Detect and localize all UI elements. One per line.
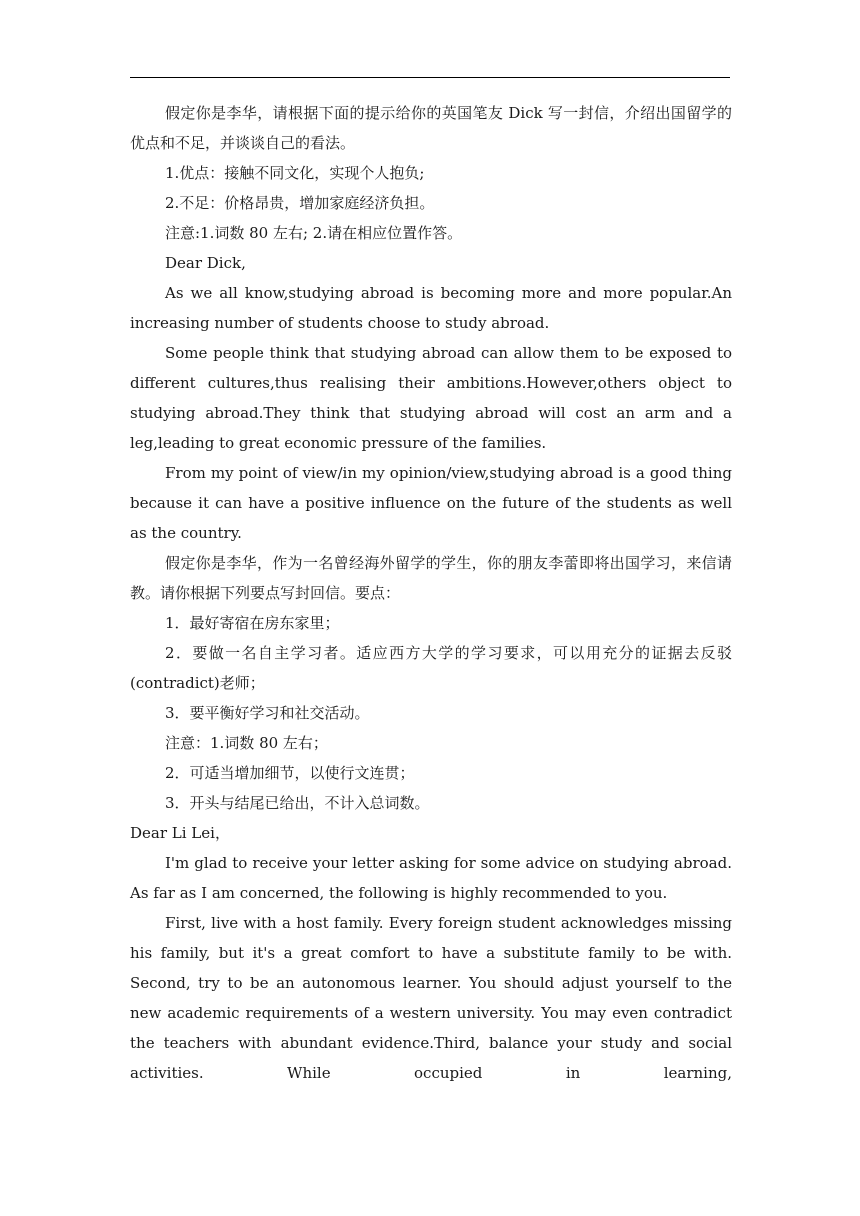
document-body bbox=[130, 98, 732, 1088]
task1-greeting: Dear Dick, bbox=[165, 254, 246, 272]
task2-paragraph-2: First, live with a host family. Every foreign student acknowledges missing his family, but it's a great comfort to have a substitute family to be with. Second, try to be an autonomous learner. You should adjust yourself to the new academic requirements of a western university. You may even contradict the teachers with abundant evidence.Third, balance your study and social activities. While occupied in learning, bbox=[130, 914, 732, 1082]
task2-note-1: 注意：1.词数 80 左右； bbox=[165, 734, 328, 752]
task1-point-2: 2.不足：价格昂贵，增加家庭经济负担。 bbox=[165, 194, 435, 212]
task2-greeting: Dear Li Lei， bbox=[130, 824, 230, 842]
task1-point-1: 1.优点：接触不同文化，实现个人抱负; bbox=[165, 164, 425, 182]
task1-prompt: 假定你是李华，请根据下面的提示给你的英国笔友 Dick 写一封信，介绍出国留学的优点和不足，并谈谈自己的看法。 bbox=[130, 104, 732, 152]
task2-note-2: 2．可适当增加细节，以使行文连贯； bbox=[165, 764, 415, 782]
task1-paragraph-3: From my point of view/in my opinion/view,studying abroad is a good thing because it can have a positive influence on the future of the students as well as the country. bbox=[130, 464, 732, 542]
task2-prompt: 假定你是李华，作为一名曾经海外留学的学生，你的朋友李蕾即将出国学习，来信请教。请你根据下列要点写封回信。要点： bbox=[130, 554, 732, 602]
task2-paragraph-1: I'm glad to receive your letter asking for some advice on studying abroad. As far as I am concerned, the following is highly recommended to you. bbox=[130, 854, 732, 902]
task2-point-2: 2．要做一名自主学习者。适应西方大学的学习要求，可以用充分的证据去反驳(contradict)老师； bbox=[130, 644, 732, 692]
task1-note: 注意:1.词数 80 左右; 2.请在相应位置作答。 bbox=[165, 224, 463, 242]
header-rule bbox=[130, 77, 730, 78]
task1-paragraph-1: As we all know,studying abroad is becoming more and more popular.An increasing number of students choose to study abroad. bbox=[130, 284, 732, 332]
task2-point-3: 3．要平衡好学习和社交活动。 bbox=[165, 704, 370, 722]
task2-point-1: 1．最好寄宿在房东家里； bbox=[165, 614, 340, 632]
task2-note-3: 3．开头与结尾已给出，不计入总词数。 bbox=[165, 794, 430, 812]
task1-paragraph-2: Some people think that studying abroad can allow them to be exposed to different cultures,thus realising their ambitions.However,others object to studying abroad.They think that studying abroad will cost an arm and a leg,leading to great economic pressure of the families. bbox=[130, 344, 732, 452]
